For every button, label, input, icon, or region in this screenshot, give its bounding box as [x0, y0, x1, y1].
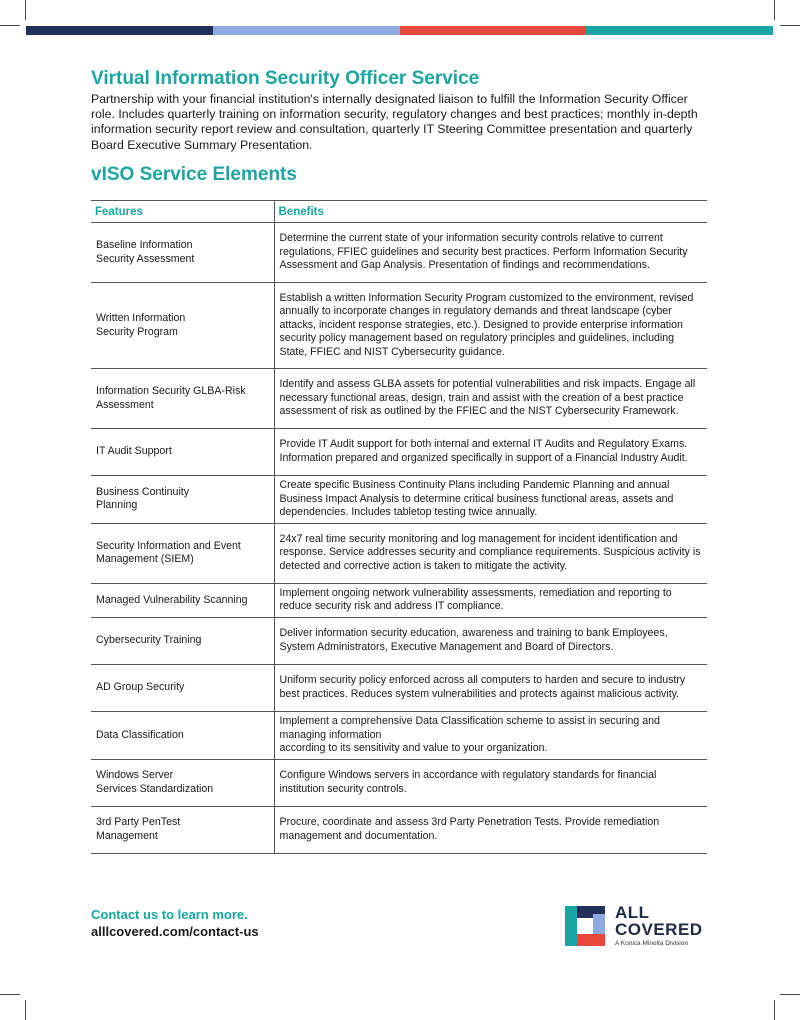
- service-elements-table: [91, 200, 707, 854]
- table-row: [91, 617, 707, 664]
- table-row: [91, 759, 707, 806]
- feature-cell: Baseline Information Security Assessment: [91, 223, 274, 283]
- logo-wordmark: [615, 904, 703, 938]
- table-row: [91, 711, 707, 759]
- benefit-cell: Implement ongoing network vulnerability assessments, remediation and reporting to reduce security risk and address IT compliance.: [274, 583, 707, 617]
- contact-cta: Contact us to learn more.: [91, 907, 248, 922]
- crop-mark: [780, 994, 800, 995]
- benefit-cell: Identify and assess GLBA assets for potential vulnerabilities and risk impacts. Engage all necessary functional areas, design, train and assist with the creation of a best practice assessment of risk as outlined by the FFIEC and the NIST Cybersecurity Framework.: [274, 369, 707, 429]
- intro-paragraph: Partnership with your financial institution's internally designated liaison to fulfill the Information Security Officer role. Includes quarterly training on information security, regulatory changes and best practices; monthly in-depth information security report review and consultation, quarterly IT Steering Committee presentation and quarterly Board Executive Summary Presentation.: [91, 92, 698, 152]
- table-row: [91, 429, 707, 476]
- section-title: vISO Service Elements: [91, 164, 297, 185]
- feature-cell: AD Group Security: [91, 664, 274, 711]
- page-title: Virtual Information Security Officer Service: [91, 68, 480, 89]
- crop-mark: [0, 25, 20, 26]
- feature-cell: Business Continuity Planning: [91, 476, 274, 524]
- crop-mark: [25, 0, 26, 20]
- table-row: [91, 806, 707, 853]
- feature-cell: Data Classification: [91, 711, 274, 759]
- logo-line-1: ALL: [615, 903, 650, 922]
- contact-url-link[interactable]: alllcovered.com/contact-us: [91, 924, 259, 939]
- feature-cell: Windows Server Services Standardization: [91, 759, 274, 806]
- benefits-header: Benefits: [274, 201, 707, 223]
- table-header-row: [91, 201, 707, 223]
- benefit-cell: Provide IT Audit support for both internal and external IT Audits and Regulatory Exams. Information prepared and organized specifically in support of a Financial Industry Audit.: [274, 429, 707, 476]
- logo-line-2: COVERED: [615, 920, 703, 939]
- feature-cell: Managed Vulnerability Scanning: [91, 583, 274, 617]
- crop-mark: [774, 0, 775, 20]
- band-segment: [586, 26, 773, 35]
- benefit-cell: Uniform security policy enforced across all computers to harden and secure to industry best practices. Reduces system vulnerabilities and protects against malicious activity.: [274, 664, 707, 711]
- feature-cell: IT Audit Support: [91, 429, 274, 476]
- table-row: [91, 523, 707, 583]
- all-covered-logo-mark-icon: [565, 906, 605, 946]
- table-row: [91, 583, 707, 617]
- benefit-cell: Establish a written Information Security Program customized to the environment, revised annually to incorporate changes in regulatory demands and threat landscape (cyber attacks, incident response strategies, etc.). Designed to provide enterprise information security policy management based on regulatory principles and guidelines, including State, FFIEC and NIST Cybersecurity guidance.: [274, 283, 707, 369]
- benefit-cell: Procure, coordinate and assess 3rd Party Penetration Tests. Provide remediation management and documentation.: [274, 806, 707, 853]
- feature-cell: Cybersecurity Training: [91, 617, 274, 664]
- crop-mark: [774, 1000, 775, 1020]
- features-header: Features: [91, 201, 274, 223]
- contact-block: [91, 906, 259, 940]
- benefit-cell: Create specific Business Continuity Plans including Pandemic Planning and annual Business Impact Analysis to determine critical business functional areas, assets and dependencies. Includes tabletop testing twice annually.: [274, 476, 707, 524]
- benefit-cell: Implement a comprehensive Data Classification scheme to assist in securing and managing information according to its sensitivity and value to your organization.: [274, 711, 707, 759]
- table-row: [91, 283, 707, 369]
- crop-mark: [780, 25, 800, 26]
- crop-mark: [25, 1000, 26, 1020]
- logo-subtitle: A Konica Minolta Division: [615, 940, 688, 947]
- benefit-cell: Deliver information security education, awareness and training to bank Employees, System Administrators, Executive Management and Board of Directors.: [274, 617, 707, 664]
- table-row: [91, 369, 707, 429]
- benefit-cell: Determine the current state of your information security controls relative to current regulations, FFIEC guidelines and security best practices. Perform Information Security Assessment and Gap Analysis. Presentation of findings and recommendations.: [274, 223, 707, 283]
- table-row: [91, 476, 707, 524]
- feature-cell: Written Information Security Program: [91, 283, 274, 369]
- table-row: [91, 223, 707, 283]
- band-segment: [26, 26, 213, 35]
- benefit-cell: Configure Windows servers in accordance with regulatory standards for financial institution security controls.: [274, 759, 707, 806]
- all-covered-logo: [565, 904, 715, 954]
- band-segment: [213, 26, 400, 35]
- table-row: [91, 664, 707, 711]
- benefit-cell: 24x7 real time security monitoring and log management for incident identification and response. Service addresses security and compliance requirements. Suspicious activity is detected and corrective action is taken to mitigate the activity.: [274, 523, 707, 583]
- crop-mark: [0, 994, 20, 995]
- header-color-band: [26, 26, 773, 35]
- band-segment: [400, 26, 587, 35]
- feature-cell: Information Security GLBA-Risk Assessment: [91, 369, 274, 429]
- feature-cell: 3rd Party PenTest Management: [91, 806, 274, 853]
- feature-cell: Security Information and Event Management (SIEM): [91, 523, 274, 583]
